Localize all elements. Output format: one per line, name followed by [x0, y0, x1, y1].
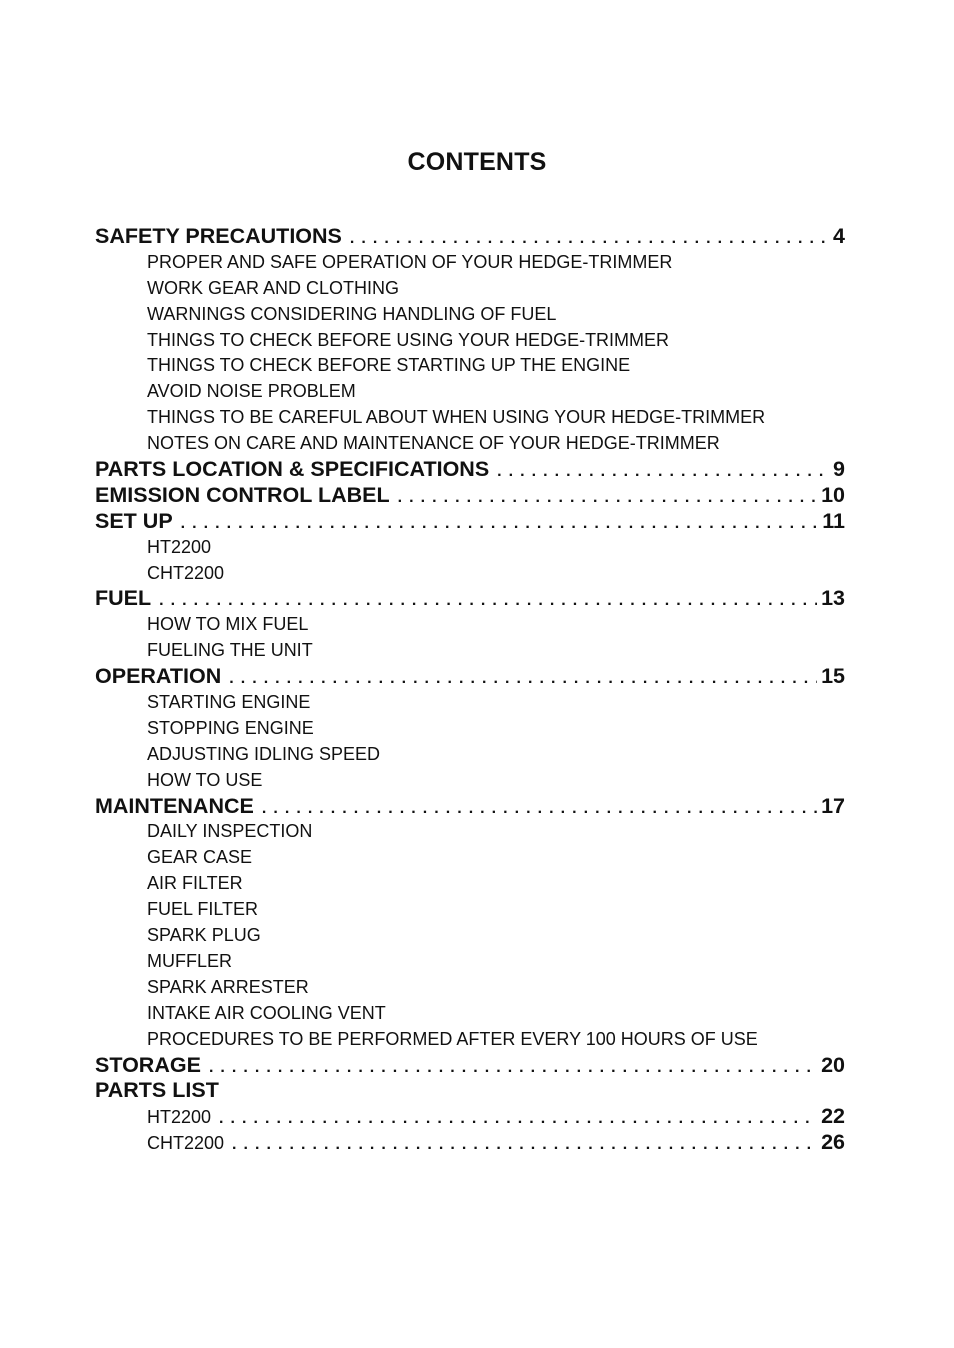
toc-subsection-label: CHT2200 — [147, 562, 225, 583]
toc-section-entry — [95, 483, 845, 509]
toc-subsection-entry — [95, 742, 845, 768]
toc-section-label: FUEL — [95, 586, 152, 611]
toc-subsection-label: PROCEDURES TO BE PERFORMED AFTER EVERY 100 HOURS OF USE — [147, 1028, 758, 1049]
toc-page-number: 9 — [833, 457, 845, 482]
toc-section-entry — [95, 224, 845, 250]
toc-subsection-label: MUFFLER — [147, 950, 232, 971]
toc-subsection-label: FUELING THE UNIT — [147, 640, 313, 661]
toc-subsection-label: STARTING ENGINE — [147, 692, 311, 713]
toc-subsection-entry — [95, 923, 845, 949]
toc-subsection-entry — [95, 353, 845, 379]
toc-section-entry — [95, 1078, 845, 1104]
toc-page-number: 17 — [821, 793, 845, 818]
toc-section-label: MAINTENANCE — [95, 793, 254, 818]
dot-leader — [232, 1132, 817, 1156]
toc-subsection-label: THINGS TO CHECK BEFORE STARTING UP THE ENGINE — [147, 355, 631, 376]
toc-page-number: 26 — [821, 1130, 845, 1155]
toc-section-entry — [95, 664, 845, 690]
toc-subsection-entry — [95, 1027, 845, 1053]
toc-subsection-label: SPARK PLUG — [147, 925, 261, 946]
dot-leader — [181, 511, 819, 535]
toc-page-number: 15 — [821, 664, 845, 689]
toc-subsection-entry — [95, 250, 845, 276]
toc-subsection-label: THINGS TO BE CAREFUL ABOUT WHEN USING YOUR HEDGE-TRIMMER — [147, 407, 766, 428]
toc-subsection-label: AVOID NOISE PROBLEM — [147, 381, 356, 402]
toc-subsection-entry — [95, 379, 845, 405]
dot-leader — [159, 588, 817, 612]
toc-page-number: 11 — [822, 508, 845, 533]
toc-page-number: 13 — [821, 586, 845, 611]
toc-subsection-label: GEAR CASE — [147, 847, 253, 868]
toc-subsection-entry — [95, 431, 845, 457]
dot-leader — [350, 226, 829, 250]
toc-subsection-label: HOW TO USE — [147, 769, 263, 790]
toc-page-number: 22 — [821, 1104, 845, 1129]
toc-subsection-label: HOW TO MIX FUEL — [147, 614, 309, 635]
toc-subsection-label: CHT2200 — [147, 1133, 225, 1154]
toc-subsection-entry — [95, 638, 845, 664]
toc-page-number: 10 — [821, 482, 845, 507]
toc-section-label: PARTS LOCATION & SPECIFICATIONS — [95, 457, 490, 482]
toc-subsection-label: STOPPING ENGINE — [147, 717, 314, 738]
toc-subsection-label: FUEL FILTER — [147, 899, 259, 920]
toc-section-entry — [95, 1053, 845, 1079]
dot-leader — [209, 1055, 817, 1079]
toc-subsection-entry — [95, 328, 845, 354]
toc-subsection-entry — [95, 1130, 845, 1156]
toc-subsection-entry — [95, 975, 845, 1001]
toc-subsection-label: THINGS TO CHECK BEFORE USING YOUR HEDGE-TRIMMER — [147, 329, 670, 350]
toc-section-label: STORAGE — [95, 1052, 201, 1077]
toc-page-number: 4 — [833, 224, 845, 248]
toc-section-label: PARTS LIST — [95, 1078, 219, 1103]
toc-subsection-label: SPARK ARRESTER — [147, 976, 309, 997]
toc-subsection-entry — [95, 1104, 845, 1130]
toc-section-entry — [95, 794, 845, 820]
page-title: CONTENTS — [407, 148, 547, 176]
toc-subsection-label: ADJUSTING IDLING SPEED — [147, 743, 381, 764]
dot-leader — [262, 796, 817, 820]
toc-subsection-label: NOTES ON CARE AND MAINTENANCE OF YOUR HEDGE-TRIMMER — [147, 433, 720, 454]
toc-subsection-entry — [95, 561, 845, 587]
toc-subsection-entry — [95, 535, 845, 561]
toc-subsection-entry — [95, 405, 845, 431]
toc-section-entry — [95, 586, 845, 612]
toc-subsection-entry — [95, 612, 845, 638]
toc-subsection-entry — [95, 276, 845, 302]
toc-subsection-label: HT2200 — [147, 1107, 212, 1128]
toc-section-label: OPERATION — [95, 664, 222, 689]
toc-subsection-label: DAILY INSPECTION — [147, 821, 313, 842]
toc-subsection-entry — [95, 716, 845, 742]
toc-subsection-entry — [95, 302, 845, 328]
toc-subsection-entry — [95, 768, 845, 794]
dot-leader — [229, 666, 817, 690]
toc-section-entry — [95, 509, 845, 535]
dot-leader — [497, 459, 829, 483]
toc-subsection-entry — [95, 845, 845, 871]
toc-subsection-label: HT2200 — [147, 536, 212, 557]
toc-subsection-entry — [95, 819, 845, 845]
toc-subsection-label: WARNINGS CONSIDERING HANDLING OF FUEL — [147, 303, 557, 324]
toc-subsection-label: AIR FILTER — [147, 873, 243, 894]
toc-subsection-label: PROPER AND SAFE OPERATION OF YOUR HEDGE-TRIMMER — [147, 251, 673, 272]
toc-subsection-entry — [95, 897, 845, 923]
dot-leader — [398, 485, 817, 509]
toc-section-entry — [95, 457, 845, 483]
toc-section-label: SET UP — [95, 508, 173, 533]
toc-subsection-label: INTAKE AIR COOLING VENT — [147, 1002, 386, 1023]
toc-subsection-entry — [95, 1001, 845, 1027]
toc-section-label: EMISSION CONTROL LABEL — [95, 482, 390, 507]
toc-page-number: 20 — [821, 1052, 845, 1077]
dot-leader — [219, 1106, 817, 1130]
toc-subsection-entry — [95, 690, 845, 716]
toc-subsection-entry — [95, 949, 845, 975]
toc-subsection-entry — [95, 871, 845, 897]
toc-subsection-label: WORK GEAR AND CLOTHING — [147, 277, 400, 298]
toc-section-label: SAFETY PRECAUTIONS — [95, 224, 342, 248]
table-of-contents — [95, 224, 845, 1156]
